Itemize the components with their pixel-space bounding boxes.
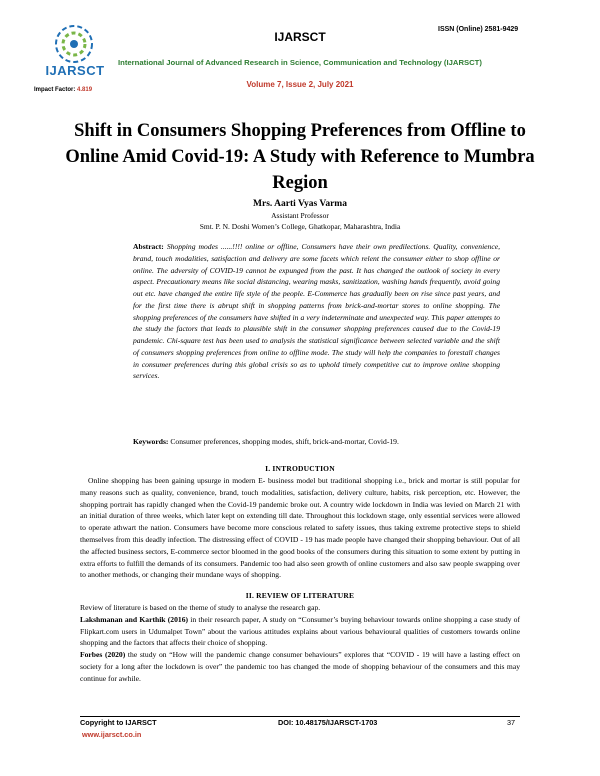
impact-factor <box>34 87 92 93</box>
paper-title: Shift in Consumers Shopping Preferences from Offline to Online Amid Covid-19: A Study with Reference to Mumbra Region <box>65 121 535 193</box>
review-text <box>80 602 520 685</box>
review-item-author: Lakshmanan and Karthik (2016) <box>80 614 189 624</box>
footer-divider <box>80 716 520 717</box>
footer-doi: DOI: 10.48175/IJARSCT-1703 <box>278 718 378 727</box>
abstract-text: Shopping modes ......!!!! online or offline, Consumers have their own predilections. Quality, convenience, brand, touch modalities, satisfaction and delivery are some facets which relent the consumer either to shop offline or online. The adversity of COVID-19 cannot be expunged from the past. It has changed the outlook of society in every aspect. Precautionary means like social distancing, wearing masks, sanitization, washing hands frequently, avoid going out etc. have changed the entire life style of the people. E-Commerce has gradually been on rise since past years, and for the first time there is abrupt shift in shopping patterns from brick-and-mortar stores to online shopping. The shopping preferences of the consumers have shifted in a very indeterminate and unexpected way. This paper attempts to the study the factors that leads to plausible shift in the consumer shopping preferences caused due to the Covid-19 pandemic. Chi-square test has been used to analysis the statistical significance between selected variable and the shift of consumers shopping preferences from online to offline mode. The study will help the companies to forestall changes in consumer preferences during this global crisis so as to uphold timely competitive cut to improve online shopping services. <box>133 242 500 381</box>
volume-issue: Volume 7, Issue 2, July 2021 <box>246 80 354 89</box>
review-item <box>80 614 520 649</box>
impact-factor-label: Impact Factor: <box>34 87 76 93</box>
keywords <box>133 437 500 446</box>
review-item-text: in their research paper, A study on “Consumer’s buying behaviour towards online shopping a case study of Flipkart.com users in Udumalpet Town” about the various attitudes explains about various behavioural qualities of customers towards online shopping and the factors that affects their choice of shopping. <box>80 614 520 648</box>
review-item <box>80 649 520 684</box>
section-heading-introduction: I. INTRODUCTION <box>265 464 335 473</box>
logo-text: IJARSCT <box>45 63 105 78</box>
author-affiliation: Smt. P. N. Doshi Women’s College, Ghatkopar, Maharashtra, India <box>199 222 401 231</box>
review-item-text: the study on “How will the pandemic change consumer behaviours” explores that “COVID - 19 will have a lasting effect on society for a long after the lockdown is over” the pandemic too has changed the mode of shopping behaviour of the consumers and this may continue for awhile. <box>80 650 520 683</box>
abstract-label: Abstract: <box>133 242 164 251</box>
journal-full-name: International Journal of Advanced Research in Science, Communication and Technology (IJARSCT) <box>118 58 482 67</box>
keywords-text: Consumer preferences, shopping modes, shift, brick-and-mortar, Covid-19. <box>170 437 399 446</box>
issn: ISSN (Online) 2581-9429 <box>438 26 519 33</box>
author-role: Assistant Professor <box>271 211 329 220</box>
impact-factor-value: 4.819 <box>77 87 93 93</box>
footer-website-link[interactable]: www.ijarsct.co.in <box>82 730 142 739</box>
review-item-author: Forbes (2020) <box>80 650 126 660</box>
author-name: Mrs. Aarti Vyas Varma <box>253 199 347 209</box>
review-intro: Review of literature is based on the theme of study to analyse the research gap. <box>80 603 321 612</box>
keywords-label: Keywords: <box>133 437 169 446</box>
introduction-text: Online shopping has been gaining upsurge in modern E- business model but traditional shopping i.e., brick and mortar is still popular for many reasons such as quality, convenience, brand, touch modalities, satisfaction, delivery culture, habits, risk perception, etc. However, the shopping portrait has rapidly changed when the Covid-19 pandemic broke out. A country wide lockdown in India was levied on March 21 with an initial duration of three weeks, which later kept on extending till date. Throughout this lockdown stage, only essential services were allowed to operate athwart the nation. Consumers have become more conscious related to safety issues, thus taking extreme protective steps to shield themselves from this deadly infection. The distressing effect of COVID - 19 has made people have changed their shopping behaviour. Out of all the affected business sectors, E-commerce sector bloomed in the good books of the consumers during this situation to some extent by putting in extra efforts to fulfill the demands of its consumers. Pandemic too had also seen growth of online customers and also saw people swapping over to another methods, or changing their mundane ways of shopping. <box>80 476 520 580</box>
section-heading-review: II. REVIEW OF LITERATURE <box>245 591 355 600</box>
footer-copyright: Copyright to IJARSCT <box>80 718 157 727</box>
page-number: 37 <box>507 718 516 727</box>
abstract <box>133 241 500 382</box>
journal-short-name: IJARSCT <box>274 30 326 44</box>
